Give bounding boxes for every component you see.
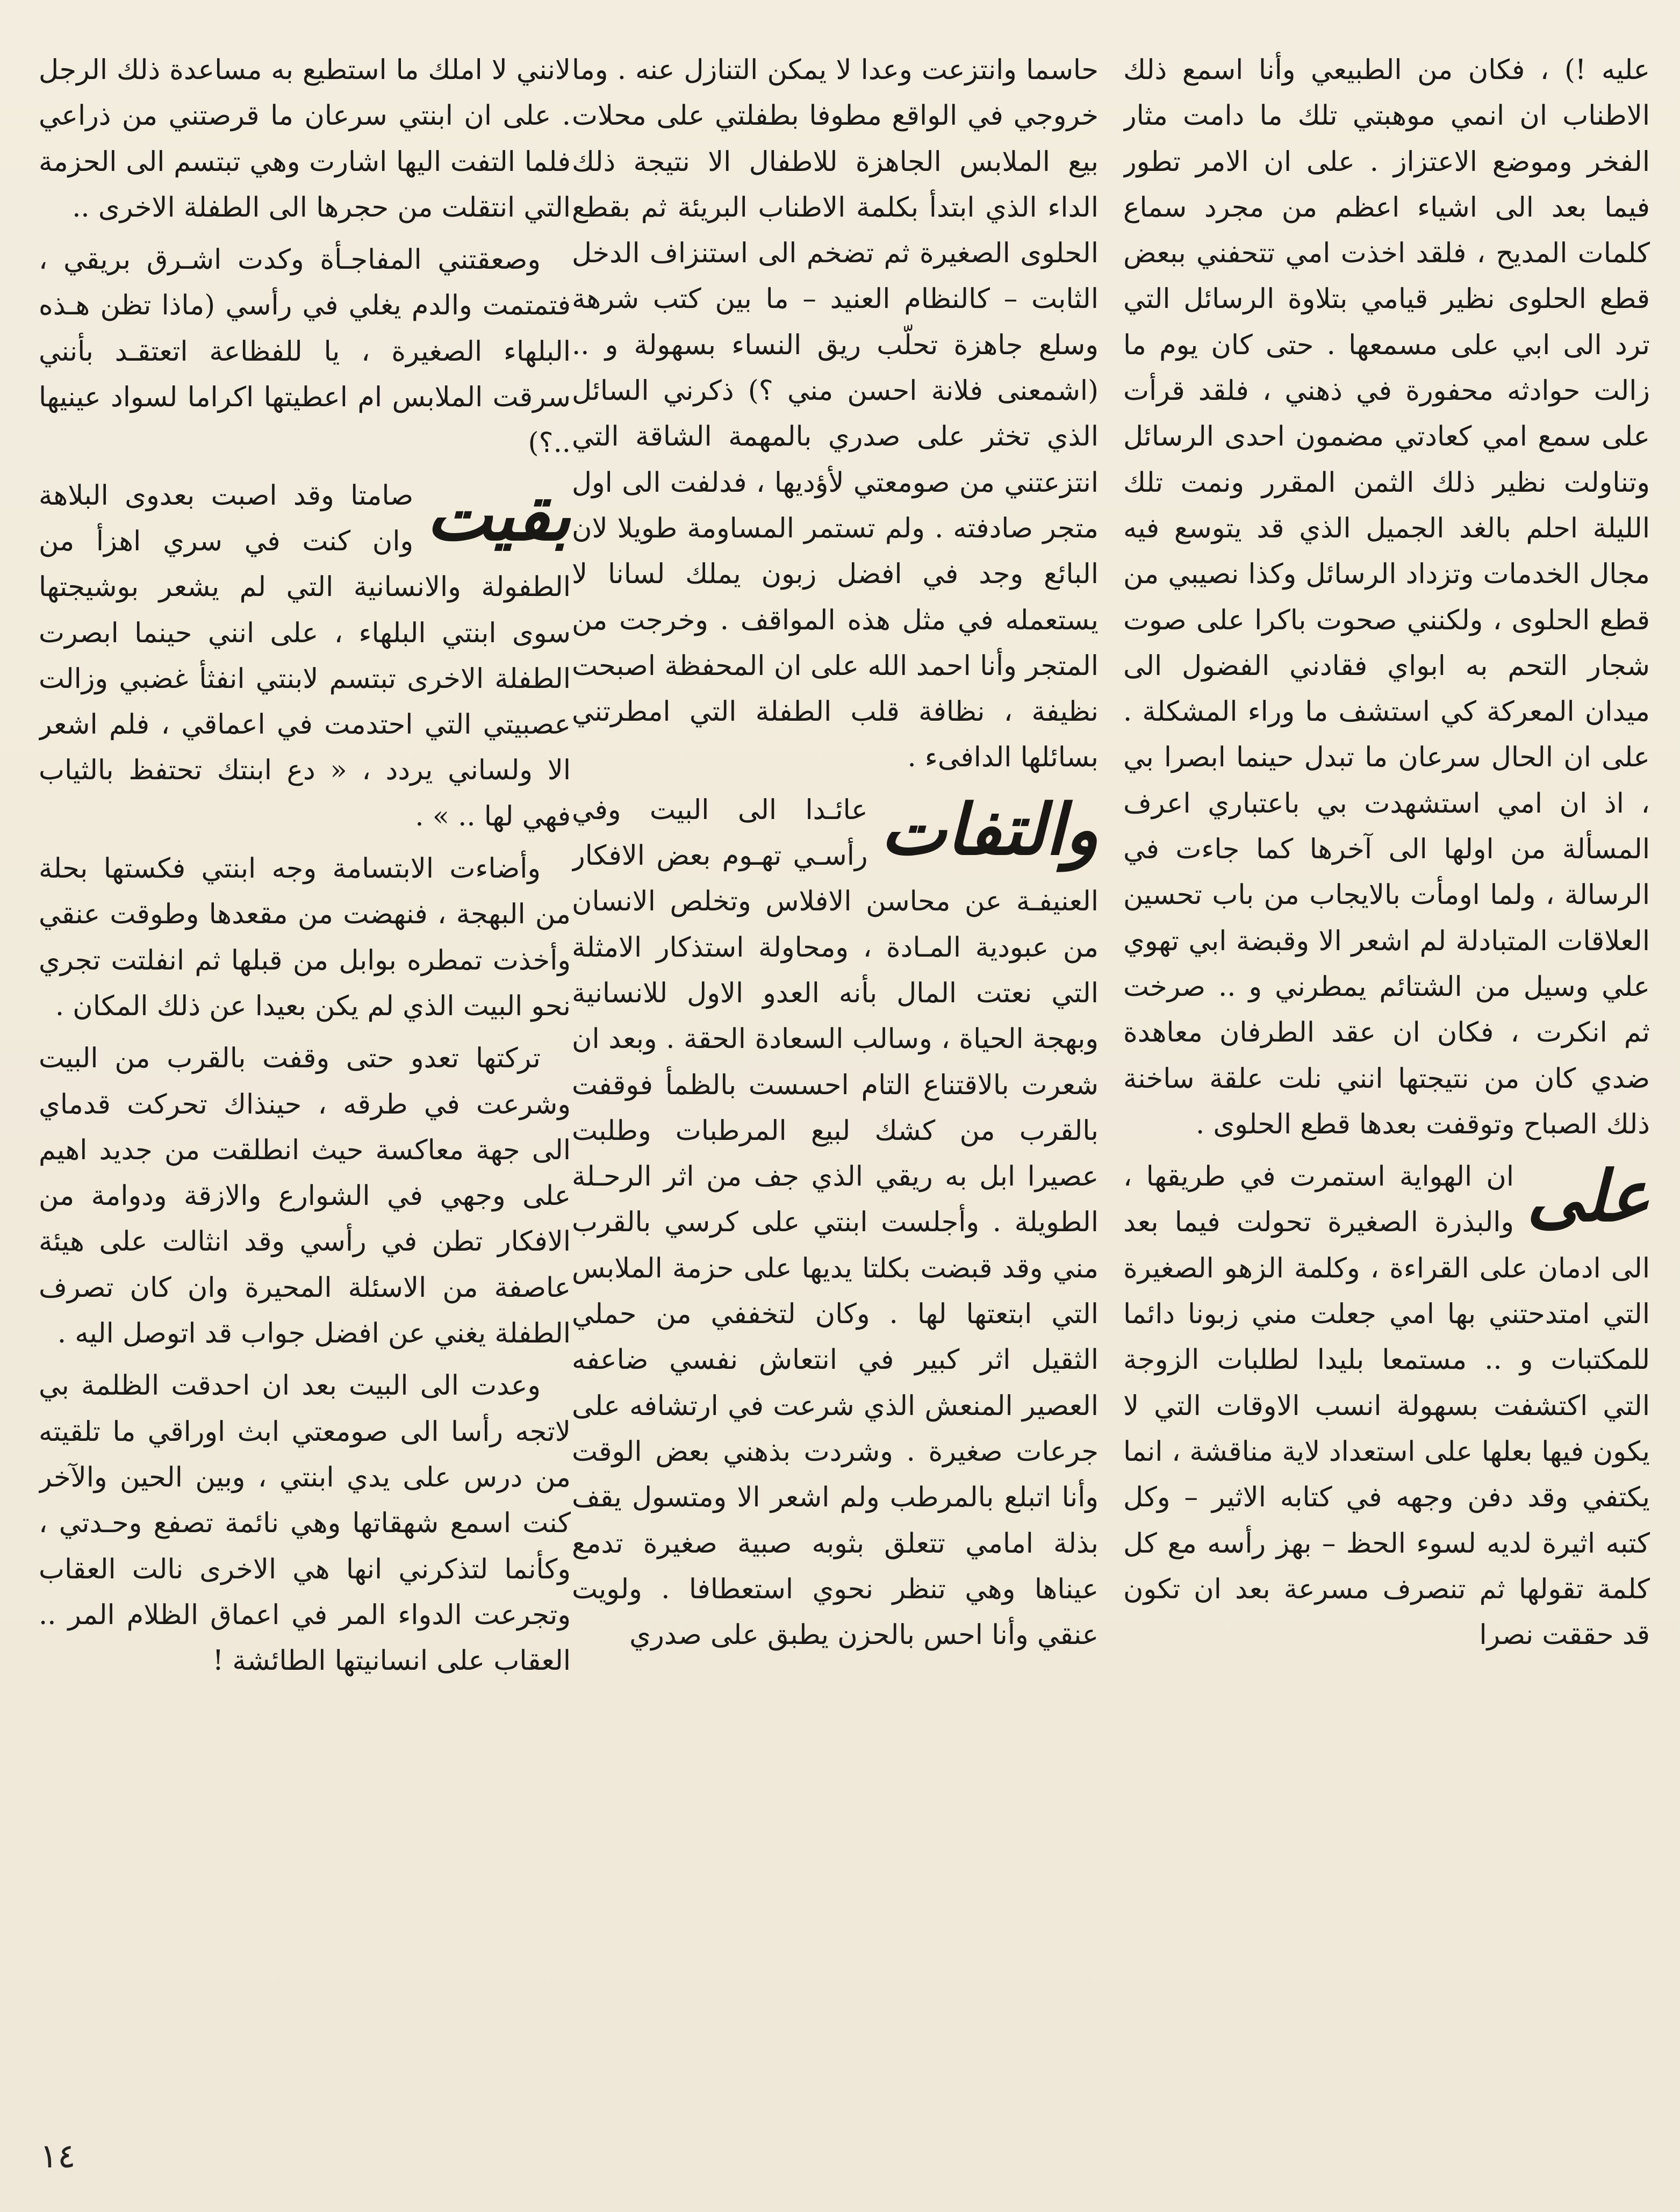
paragraph-with-dropcap xyxy=(1123,1154,1650,1658)
paragraph: تركتها تعدو حتى وقفت بالقرب من البيت وشرعت في طرقه ، حينذاك تحركت قدماي الى جهة معاكسة حيث انطلقت من جديد اهيم على وجهي في الشوارع والازقة ودوامة من الافكار تطن في رأسي وقد انثالت على هيئة عاصفة من الاسئلة المحيرة وان كان تصرف الطفلة يغني عن افضل جواب قد اتوصل اليه . xyxy=(39,1043,571,1350)
paragraph-with-dropcap xyxy=(39,473,571,839)
drop-cap-word: بقيت xyxy=(426,473,571,556)
paragraph: لانني لا املك ما استطيع به مساعدة ذلك الرجل . على ان ابنتي سرعان ما قرصتني من ذراعي فلما التفت اليها اشارت وهي تبتسم الى الحزمة التي انتقلت من حجرها الى الطفلة الاخرى .. xyxy=(39,54,571,224)
paragraph-text: ان الهواية استمرت في طريقها ، والبذرة الصغيرة تحولت فيما بعد الى ادمان على القراءة ، وكلمة الزهو الصغيرة التي امتدحتني بها امي جعلت مني زبونا دائما للمكتبات و .. مستمعا بليدا لطلبات الزوجة التي اكتشفت بسهولة انسب الاوقات التي لا يكون فيها بعلها على استعداد لاية مناقشة ، انما يكتفي وقد دفن وجهه في كتابه الاثير – وكل كتبه اثيرة لديه لسوء الحظ – بهز رأسه مع كل كلمة تقولها ثم تنصرف مسرعة بعد ان تكون قد حققت نصرا xyxy=(1123,1161,1650,1651)
paragraph-text: عائـدا الى البيت وفي رأسـي تهـوم بعض الافكار العنيفـة عن محاسن الافلاس وتخلص الانسان من عبودية المـادة ، ومحاولة استذكار الامثلة التي نعتت المال بأنه العدو الاول للانسانية وبهجة الحياة ، وسالب السعادة الحقة . وبعد ان شعرت بالاقتناع التام احسست بالظمأ فوقفت بالقرب من كشك لبيع المرطبات وطلبت عصيرا ابل به ريقي الذي جف من اثر الرحـلة الطويلة . وأجلست ابنتي على كرسي بالقرب مني وقد قبضت بكلتا يديها على حزمة الملابس التي ابتعتها لها . وكان لتخففي من حملي الثقيل اثر كبير في انتعاش نفسي ضاعفه العصير المنعش الذي شرعت في ارتشافه على جرعات صغيرة . وشردت بذهني بعض الوقت وأنا اتبلع بالمرطب ولم اشعر الا ومتسول يقف بذلة امامي تتعلق بثوبه صبية صغيرة تدمع عيناها وهي تنظر نحوي استعطافا . ولويت عنقي وأنا احس بالحزن يطبق على صدري xyxy=(572,794,1099,1651)
text-column-left xyxy=(39,47,571,2138)
paragraph-with-dropcap xyxy=(572,787,1099,1658)
paragraph: وأضاءت الابتسامة وجه ابنتي فكستها بحلة من البهجة ، فنهضت من مقعدها وطوقت عنقي وأخذت تمطره بوابل من قبلها ثم انفلتت تجري نحو البيت الذي لم يكن بعيدا عن ذلك المكان . xyxy=(39,853,571,1022)
drop-cap-word: على xyxy=(1527,1155,1650,1238)
paragraph: حاسما وانتزعت وعدا لا يمكن التنازل عنه . وما خروجي في الواقع مطوفا بطفلتي على محلات بيع الملابس الجاهزة للاطفال الا نتيجة ذلك الداء الذي ابتدأ بكلمة الاطناب البريئة ثم بقطع الحلوى الصغيرة ثم تضخم الى استنزاف الدخل الثابت – كالنظام العنيد – ما بين كتب شرهة وسلع جاهزة تحلّب ريق النساء بسهولة و .. (اشمعنى فلانة احسن مني ؟) ذكرني السائل الذي تخثر على صدري بالمهمة الشاقة التي انتزعتني من صومعتي لأؤديها ، فدلفت الى اول متجر صادفته . ولم تستمر المساومة طويلا لان البائع وجد في افضل زبون يملك لسانا لا يستعمله في مثل هذه المواقف . وخرجت من المتجر وأنا احمد الله على ان المحفظة اصبحت نظيفة ، نظافة قلب الطفلة التي امطرتني بسائلها الدافىء . xyxy=(572,54,1099,774)
paragraph-text: صامتا وقد اصبت بعدوى البلاهة وان كنت في سري اهزأ من الطفولة والانسانية التي لم يشعر بوشيجتها سوى ابنتي البلهاء ، على انني حينما ابصرت الطفلة الاخرى تبتسم لابنتي انفثأ غضبي وزالت عصبيتي التي احتدمت في اعماقي ، فلم اشعر الا ولساني يردد ، « دع ابنتك تحتفظ بالثياب فهي لها .. » . xyxy=(39,479,571,832)
paragraph: وعدت الى البيت بعد ان احدقت الظلمة بي لاتجه رأسا الى صومعتي ابث اوراقي ما تلقيته من درس على يدي ابنتي ، وبين الحين والآخر كنت اسمع شهقاتها وهي نائمة تصفع وحـدتي ، وكأنما لتذكرني انها هي الاخرى نالت العقاب وتجرعت الدواء المر في اعماق الظلام المر .. العقاب على انسانيتها الطائشة ! xyxy=(39,1370,571,1677)
text-column-right xyxy=(1123,47,1650,2138)
paragraph: عليه !) ، فكان من الطبيعي وأنا اسمع ذلك الاطناب ان انمي موهبتي تلك ما دامت مثار الفخر وموضع الاعتزاز . على ان الامر تطور فيما بعد الى اشياء اعظم من مجرد سماع كلمات المديح ، فلقد اخذت امي تتحفني ببعض قطع الحلوى نظير قيامي بتلاوة الرسائل التي ترد الى ابي على مسمعها . حتى كان يوم ما زالت حوادثه محفورة في ذهني ، فلقد قرأت على سمع امي كعادتي مضمون احدى الرسائل وتناولت نظير ذلك الثمن المقرر ونمت تلك الليلة احلم بالغد الجميل الذي قد يتوسع فيه مجال الخدمات وتزداد الرسائل وكذا نصيبي من قطع الحلوى ، ولكنني صحوت باكرا على صوت شجار التحم به ابواي فقادني الفضول الى ميدان المعركة كي استشف ما وراء المشكلة . على ان الحال سرعان ما تبدل حينما ابصرا بي ، اذ ان امي استشهدت بي باعتباري اعرف المسألة من اولها الى آخرها كما جاءت في الرسالة ، ولما اومأت بالايجاب من باب تحسين العلاقات المتبادلة لم اشعر الا وقبضة ابي تهوي علي وسيل من الشتائم يمطرني و .. صرخت ثم انكرت ، فكان ان عقد الطرفان معاهدة ضدي كان من نتيجتها انني نلت علقة ساخنة ذلك الصباح وتوقفت بعدها قطع الحلوى . xyxy=(1123,54,1650,1140)
paragraph: وصعقتني المفاجـأة وكدت اشـرق بريقي ، فتمتمت والدم يغلي في رأسي (ماذا تظن هـذه البلهاء الصغيرة ، يا للفظاعة اتعتقـد بأنني سرقت الملابس ام اعطيتها اكراما لسواد عينيها ..؟) xyxy=(39,244,571,459)
page-number: ١٤ xyxy=(40,2136,76,2175)
text-column-middle xyxy=(572,47,1099,2138)
drop-cap-word: والتفات xyxy=(880,788,1099,871)
